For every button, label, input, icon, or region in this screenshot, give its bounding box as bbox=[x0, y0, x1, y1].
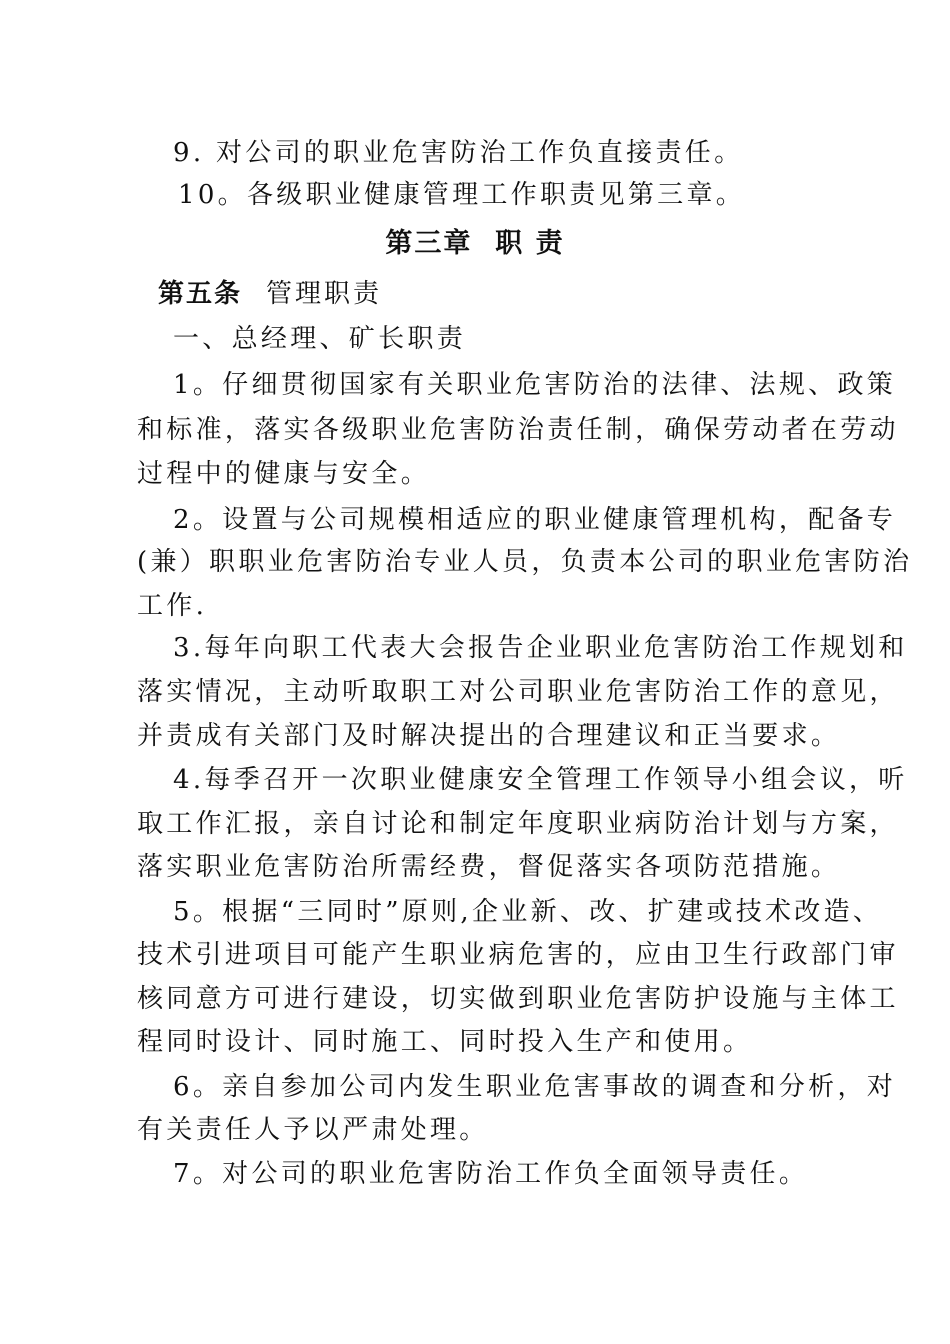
paragraph-line: 7。对公司的职业危害防治工作负全面领导责任。 bbox=[173, 1159, 809, 1189]
list-line-9: 9. 对公司的职业危害防治工作负直接责任。 bbox=[173, 138, 744, 168]
article-heading bbox=[158, 279, 382, 309]
article-title: 管理职责 bbox=[266, 279, 383, 309]
section-heading: 一、总经理、矿长职责 bbox=[173, 324, 467, 354]
paragraph-line: (兼）职职业危害防治专业人员，负责本公司的职业危害防治 bbox=[137, 547, 913, 577]
paragraph-line: 3.每年向职工代表大会报告企业职业危害防治工作规划和 bbox=[173, 633, 908, 663]
chapter-title: 第三章 职 责 bbox=[385, 228, 565, 259]
paragraph-line: 核同意方可进行建设，切实做到职业危害防护设施与主体工 bbox=[137, 984, 899, 1014]
paragraph-line: 过程中的健康与安全。 bbox=[137, 459, 431, 489]
paragraph-line: 落实职业危害防治所需经费，督促落实各项防范措施。 bbox=[137, 852, 841, 882]
paragraph-line: 5。根据“三同时”原则,企业新、改、扩建或技术改造、 bbox=[173, 897, 883, 927]
paragraph-line: 有关责任人予以严肃处理。 bbox=[137, 1115, 489, 1145]
article-number: 第五条 bbox=[158, 279, 243, 309]
paragraph-line: 6。亲自参加公司内发生职业危害事故的调查和分析，对 bbox=[173, 1072, 897, 1102]
paragraph-line: 取工作汇报，亲自讨论和制定年度职业病防治计划与方案， bbox=[137, 809, 899, 839]
paragraph-line: 程同时设计、同时施工、同时投入生产和使用。 bbox=[137, 1027, 753, 1057]
paragraph-line: 和标准，落实各级职业危害防治责任制，确保劳动者在劳动 bbox=[137, 415, 899, 445]
list-line-10: 10。各级职业健康管理工作职责见第三章。 bbox=[178, 180, 746, 210]
paragraph-line: 2。设置与公司规模相适应的职业健康管理机构，配备专 bbox=[173, 505, 897, 535]
paragraph-line: 1。仔细贯彻国家有关职业危害防治的法律、法规、政策 bbox=[173, 370, 897, 400]
paragraph-line: 4.每季召开一次职业健康安全管理工作领导小组会议，听 bbox=[173, 765, 908, 795]
paragraph-line: 并责成有关部门及时解决提出的合理建议和正当要求。 bbox=[137, 721, 841, 751]
paragraph-line: 技术引进项目可能产生职业病危害的，应由卫生行政部门审 bbox=[137, 940, 899, 970]
paragraph-line: 落实情况，主动听取职工对公司职业危害防治工作的意见， bbox=[137, 677, 899, 707]
paragraph-line: 工作. bbox=[137, 591, 208, 621]
